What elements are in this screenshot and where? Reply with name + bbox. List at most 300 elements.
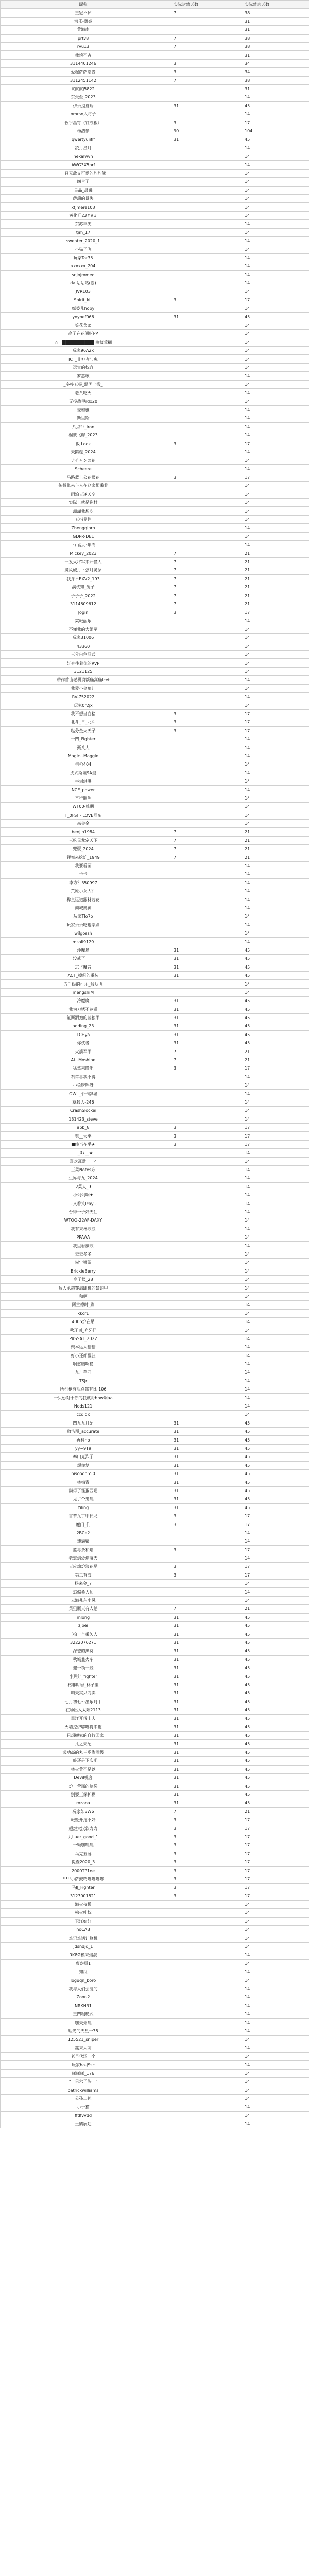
cell-ban-days — [166, 1216, 237, 1225]
table-row — [1, 1723, 309, 1731]
table-row — [1, 1284, 309, 1292]
table-row — [1, 541, 309, 549]
cell-nickname: Scheere — [1, 465, 166, 473]
cell-ban-days: 31 — [166, 1022, 237, 1030]
cell-ban-days — [166, 2036, 237, 2044]
cell-ban-days: 3 — [166, 1563, 237, 1571]
cell-ban-days — [166, 1149, 237, 1157]
cell-ban-days — [166, 152, 237, 161]
cell-nickname: 台得一子好天仙 — [1, 1208, 166, 1216]
cell-nickname: 沙魔鸟 — [1, 946, 166, 954]
table-row — [1, 1824, 309, 1833]
cell-nickname: _多桦五极_温国七搬_ — [1, 380, 166, 388]
cell-ban-days — [166, 938, 237, 946]
cell-ban-days: 7 — [166, 836, 237, 844]
cell-mute-days: 45 — [237, 1453, 309, 1461]
cell-ban-days: 31 — [166, 1765, 237, 1773]
cell-ban-days — [166, 701, 237, 709]
cell-mute-days: 14 — [237, 2094, 309, 2103]
cell-ban-days: 7 — [166, 1056, 237, 1064]
table-row — [1, 499, 309, 507]
cell-nickname: abb_8 — [1, 1123, 166, 1131]
cell-nickname: 3112451142 — [1, 76, 166, 84]
table-row — [1, 1199, 309, 1208]
cell-ban-days — [166, 743, 237, 752]
table-row — [1, 1875, 309, 1883]
cell-mute-days: 14 — [237, 642, 309, 650]
cell-nickname: 玩家如3W6 — [1, 1807, 166, 1816]
table-row — [1, 651, 309, 659]
table-row — [1, 895, 309, 904]
table-row — [1, 2044, 309, 2052]
cell-ban-days: 3 — [166, 1571, 237, 1579]
cell-mute-days: 21 — [237, 600, 309, 608]
cell-mute-days: 14 — [237, 1343, 309, 1351]
cell-ban-days — [166, 1107, 237, 1115]
table-row — [1, 583, 309, 591]
cell-ban-days — [166, 1292, 237, 1300]
cell-ban-days: 3 — [166, 608, 237, 617]
table-row — [1, 118, 309, 127]
cell-ban-days — [166, 2086, 237, 2094]
cell-nickname: 玩家Tar35 — [1, 253, 166, 262]
table-row — [1, 971, 309, 979]
cell-ban-days — [166, 929, 237, 937]
cell-nickname: xtjmere103 — [1, 203, 166, 211]
cell-mute-days: 14 — [237, 701, 309, 709]
cell-nickname: 一般还是下次吧 — [1, 1757, 166, 1765]
cell-nickname: 高子在花间呀PP — [1, 330, 166, 338]
cell-mute-days: 14 — [237, 1165, 309, 1174]
cell-mute-days: 14 — [237, 482, 309, 490]
cell-ban-days — [166, 515, 237, 523]
cell-nickname: prtv8 — [1, 34, 166, 42]
cell-mute-days: 14 — [237, 388, 309, 397]
table-row — [1, 625, 309, 633]
cell-nickname: hekalwvn — [1, 152, 166, 161]
cell-mute-days: 14 — [237, 1596, 309, 1604]
cell-ban-days: 31 — [166, 997, 237, 1005]
cell-nickname: 公孙二孙 — [1, 2094, 166, 2103]
cell-mute-days: 45 — [237, 1732, 309, 1740]
cell-mute-days: 17 — [237, 1867, 309, 1875]
cell-nickname: CrashSlockei — [1, 1107, 166, 1115]
table-row — [1, 42, 309, 50]
cell-mute-days: 14 — [237, 203, 309, 211]
cell-mute-days: 45 — [237, 963, 309, 971]
cell-mute-days: 14 — [237, 515, 309, 523]
cell-mute-days: 14 — [237, 938, 309, 946]
cell-ban-days: 3 — [166, 1824, 237, 1833]
cell-ban-days — [166, 490, 237, 498]
cell-mute-days: 14 — [237, 803, 309, 811]
cell-mute-days: 14 — [237, 1951, 309, 1959]
cell-mute-days: 14 — [237, 397, 309, 405]
table-row — [1, 1512, 309, 1520]
cell-ban-days: 31 — [166, 1740, 237, 1748]
cell-mute-days: 17 — [237, 1850, 309, 1858]
cell-nickname: tjm_17 — [1, 228, 166, 236]
table-row — [1, 262, 309, 270]
cell-ban-days — [166, 667, 237, 675]
cell-mute-days: 14 — [237, 507, 309, 515]
cell-nickname: 正拍一个乘矢人 — [1, 1630, 166, 1638]
cell-mute-days: 45 — [237, 1444, 309, 1452]
cell-nickname: 帕帕帕5822 — [1, 84, 166, 93]
table-row — [1, 1469, 309, 1478]
cell-nickname: 天鹅煌_2024 — [1, 448, 166, 456]
cell-mute-days: 14 — [237, 659, 309, 667]
table-row — [1, 1647, 309, 1655]
cell-mute-days: 14 — [237, 532, 309, 540]
cell-ban-days: 31 — [166, 1630, 237, 1638]
table-row — [1, 1622, 309, 1630]
table-row — [1, 321, 309, 329]
table-row — [1, 743, 309, 752]
cell-ban-days — [166, 1596, 237, 1604]
cell-mute-days: 14 — [237, 980, 309, 988]
table-row — [1, 1613, 309, 1621]
cell-nickname: 所机枪有瓶点都有比 106 — [1, 1385, 166, 1394]
cell-ban-days — [166, 1199, 237, 1208]
cell-ban-days — [166, 397, 237, 405]
cell-mute-days: 14 — [237, 743, 309, 752]
cell-ban-days: 3 — [166, 59, 237, 67]
cell-ban-days — [166, 794, 237, 802]
cell-ban-days: 3 — [166, 68, 237, 76]
cell-mute-days: 45 — [237, 1790, 309, 1799]
cell-ban-days: 7 — [166, 583, 237, 591]
cell-mute-days: 14 — [237, 169, 309, 177]
cell-nickname: 远宣的枕容 — [1, 363, 166, 371]
table-row — [1, 1259, 309, 1267]
table-row — [1, 1833, 309, 1841]
cell-mute-days: 14 — [237, 541, 309, 549]
cell-nickname: 森金金 — [1, 819, 166, 827]
cell-ban-days — [166, 1985, 237, 1993]
table-row — [1, 490, 309, 498]
cell-nickname: 猛然来降吧 — [1, 1064, 166, 1073]
table-row — [1, 1292, 309, 1300]
cell-ban-days — [166, 372, 237, 380]
cell-nickname: 43360 — [1, 642, 166, 650]
table-row — [1, 980, 309, 988]
cell-nickname: 媒婆儿hoby — [1, 304, 166, 313]
cell-mute-days: 14 — [237, 2069, 309, 2077]
cell-ban-days: 3 — [166, 1875, 237, 1883]
cell-mute-days: 45 — [237, 1698, 309, 1706]
cell-mute-days: 14 — [237, 1149, 309, 1157]
cell-ban-days — [166, 904, 237, 912]
cell-nickname: 凌月星月 — [1, 144, 166, 152]
cell-mute-days: 45 — [237, 1638, 309, 1647]
table-row — [1, 1107, 309, 1115]
table-row — [1, 532, 309, 540]
cell-ban-days — [166, 1968, 237, 1976]
cell-nickname: 炉一营那的脑袋 — [1, 1782, 166, 1790]
cell-mute-days: 14 — [237, 895, 309, 904]
cell-nickname: 无投战甲rdx20 — [1, 397, 166, 405]
cell-nickname: GDPR-DEL — [1, 532, 166, 540]
cell-ban-days: 7 — [166, 566, 237, 574]
cell-mute-days: 14 — [237, 904, 309, 912]
cell-mute-days: 14 — [237, 676, 309, 684]
table-row — [1, 2103, 309, 2111]
cell-ban-days — [166, 659, 237, 667]
cell-nickname: zjbei — [1, 1622, 166, 1630]
cell-mute-days: 14 — [237, 144, 309, 152]
cell-ban-days — [166, 1225, 237, 1233]
cell-ban-days — [166, 1090, 237, 1098]
cell-ban-days — [166, 482, 237, 490]
cell-ban-days — [166, 1959, 237, 1968]
table-row — [1, 1900, 309, 1908]
cell-mute-days: 17 — [237, 296, 309, 304]
cell-ban-days — [166, 1250, 237, 1258]
table-row — [1, 68, 309, 76]
table-row — [1, 228, 309, 236]
cell-nickname: PPAAA — [1, 1233, 166, 1242]
cell-nickname: 再料no — [1, 1436, 166, 1444]
cell-ban-days: 7 — [166, 549, 237, 557]
table-row — [1, 1563, 309, 1571]
cell-nickname: 玩家乐乐吃也学刷 — [1, 921, 166, 929]
cell-ban-days — [166, 980, 237, 988]
cell-ban-days — [166, 448, 237, 456]
cell-mute-days: 14 — [237, 1411, 309, 1419]
table-row — [1, 1774, 309, 1782]
table-row — [1, 870, 309, 878]
cell-ban-days — [166, 169, 237, 177]
table-row — [1, 2002, 309, 2010]
cell-ban-days — [166, 1554, 237, 1562]
cell-ban-days: 7 — [166, 9, 237, 17]
table-row — [1, 372, 309, 380]
cell-mute-days: 14 — [237, 2002, 309, 2010]
cell-ban-days — [166, 1267, 237, 1275]
table-row — [1, 1681, 309, 1689]
cell-nickname: snjnjmmed — [1, 270, 166, 279]
cell-ban-days: 31 — [166, 1478, 237, 1486]
cell-nickname: 第__大乎 — [1, 1132, 166, 1140]
cell-nickname: AWG3X5prf — [1, 161, 166, 169]
cell-mute-days: 14 — [237, 1909, 309, 1917]
cell-nickname: 3222076271 — [1, 1638, 166, 1647]
table-row — [1, 1242, 309, 1250]
cell-nickname: 我爱小金角儿 — [1, 684, 166, 692]
cell-mute-days: 14 — [237, 1317, 309, 1326]
table-row — [1, 405, 309, 414]
table-row — [1, 2111, 309, 2120]
table-row — [1, 1934, 309, 1942]
cell-ban-days: 31 — [166, 1774, 237, 1782]
cell-mute-days: 14 — [237, 1351, 309, 1360]
cell-nickname: 海火夜模 — [1, 1900, 166, 1908]
cell-ban-days: 7 — [166, 1807, 237, 1816]
table-row — [1, 76, 309, 84]
table-row — [1, 1140, 309, 1148]
cell-mute-days: 14 — [237, 1385, 309, 1394]
cell-ban-days — [166, 228, 237, 236]
cell-mute-days: 14 — [237, 1174, 309, 1182]
cell-nickname: Spirit_kill — [1, 296, 166, 304]
cell-ban-days — [166, 330, 237, 338]
table-row — [1, 313, 309, 321]
table-row — [1, 557, 309, 566]
table-row — [1, 1706, 309, 1714]
cell-ban-days — [166, 2052, 237, 2060]
table-row — [1, 439, 309, 448]
cell-mute-days: 17 — [237, 1858, 309, 1866]
cell-mute-days: 45 — [237, 1030, 309, 1039]
table-row — [1, 1478, 309, 1486]
cell-ban-days — [166, 819, 237, 827]
cell-nickname: WTOO-22AF-DAXY — [1, 1216, 166, 1225]
cell-mute-days: 14 — [237, 1225, 309, 1233]
cell-nickname: 林火黄不是以 — [1, 1765, 166, 1773]
cell-ban-days — [166, 245, 237, 253]
cell-nickname: 拂火叶枕 — [1, 1909, 166, 1917]
cell-mute-days: 14 — [237, 1301, 309, 1309]
table-row — [1, 355, 309, 363]
table-row — [1, 1073, 309, 1081]
table-row — [1, 803, 309, 811]
cell-nickname: 李方？350997 — [1, 878, 166, 887]
cell-ban-days — [166, 2019, 237, 2027]
cell-nickname: 黄海南 — [1, 26, 166, 34]
cell-nickname: loguqn_boro — [1, 1976, 166, 1985]
table-row — [1, 1056, 309, 1064]
table-row — [1, 1537, 309, 1546]
cell-nickname: 牛词洪洪 — [1, 777, 166, 785]
cell-ban-days: 3 — [166, 1546, 237, 1554]
cell-nickname: 四合了 — [1, 178, 166, 186]
cell-mute-days: 14 — [237, 245, 309, 253]
table-row — [1, 431, 309, 439]
cell-nickname: 咱天实只刀卖 — [1, 1689, 166, 1698]
cell-mute-days: 21 — [237, 566, 309, 574]
cell-nickname: 赢来大萌 — [1, 2044, 166, 2052]
cell-mute-days: 14 — [237, 2019, 309, 2027]
cell-nickname: 不懂我的大姐军 — [1, 625, 166, 633]
cell-nickname: 星品_晨曦 — [1, 186, 166, 194]
cell-nickname: PASSAT_2022 — [1, 1334, 166, 1343]
cell-nickname: ■纯当在乎★ — [1, 1140, 166, 1148]
cell-ban-days — [166, 524, 237, 532]
cell-nickname: Devil帆客 — [1, 1774, 166, 1782]
table-row — [1, 84, 309, 93]
cell-nickname: 狸舞来挖炉_1949 — [1, 853, 166, 861]
cell-nickname: 格菲时岩_林子里 — [1, 1681, 166, 1689]
table-row — [1, 718, 309, 726]
table-row — [1, 1976, 309, 1985]
cell-ban-days — [166, 236, 237, 245]
table-row — [1, 1951, 309, 1959]
cell-mute-days: 14 — [237, 321, 309, 329]
table-row — [1, 1816, 309, 1824]
cell-mute-days: 14 — [237, 363, 309, 371]
cell-nickname: yy~9T9 — [1, 1444, 166, 1452]
cell-ban-days — [166, 2103, 237, 2111]
cell-nickname: 冷魔魔 — [1, 997, 166, 1005]
cell-mute-days: 14 — [237, 2052, 309, 2060]
cell-mute-days: 14 — [237, 2120, 309, 2128]
cell-ban-days — [166, 693, 237, 701]
cell-mute-days: 14 — [237, 211, 309, 219]
cell-ban-days: 31 — [166, 1495, 237, 1503]
cell-mute-days: 14 — [237, 2078, 309, 2086]
cell-nickname: 深爸的黑窝 — [1, 1647, 166, 1655]
cell-ban-days — [166, 625, 237, 633]
cell-nickname: mzaoa — [1, 1799, 166, 1807]
cell-ban-days — [166, 2027, 237, 2035]
cell-nickname: TCHya — [1, 1030, 166, 1039]
cell-mute-days: 45 — [237, 1022, 309, 1030]
cell-nickname: Zoor-2 — [1, 1993, 166, 2002]
cell-nickname: 第二有成 — [1, 1571, 166, 1579]
cell-nickname: 窗宁狮阔 — [1, 1259, 166, 1267]
cell-mute-days: 14 — [237, 338, 309, 346]
cell-ban-days — [166, 2069, 237, 2077]
cell-ban-days — [166, 1157, 237, 1165]
table-row — [1, 828, 309, 836]
cell-nickname: 杨浩参 — [1, 127, 166, 135]
table-row — [1, 2019, 309, 2027]
cell-nickname: 机枪404 — [1, 760, 166, 769]
cell-ban-days — [166, 1343, 237, 1351]
table-row — [1, 955, 309, 963]
table-row — [1, 1917, 309, 1925]
cell-mute-days: 14 — [237, 1208, 309, 1216]
cell-mute-days: 45 — [237, 955, 309, 963]
cell-mute-days: 45 — [237, 946, 309, 954]
cell-ban-days: 3 — [166, 1064, 237, 1073]
cell-nickname: 珊瑚我想吃 — [1, 507, 166, 515]
cell-ban-days — [166, 414, 237, 422]
cell-nickname: 小辉好_fighter — [1, 1672, 166, 1681]
cell-mute-days: 17 — [237, 1123, 309, 1131]
cell-mute-days: 14 — [237, 448, 309, 456]
table-row — [1, 608, 309, 617]
table-row — [1, 1436, 309, 1444]
cell-ban-days — [166, 144, 237, 152]
cell-mute-days: 21 — [237, 1047, 309, 1056]
table-row — [1, 1419, 309, 1427]
cell-ban-days — [166, 1900, 237, 1908]
table-row — [1, 997, 309, 1005]
cell-nickname: 卡卡 — [1, 870, 166, 878]
cell-mute-days: 14 — [237, 1098, 309, 1106]
table-row — [1, 279, 309, 287]
cell-mute-days: 14 — [237, 1090, 309, 1098]
cell-mute-days: 14 — [237, 1275, 309, 1283]
table-row — [1, 1377, 309, 1385]
cell-nickname: dai咕咕咕(鹅) — [1, 279, 166, 287]
cell-nickname: 好小还都慢驻 — [1, 1351, 166, 1360]
table-row — [1, 617, 309, 625]
cell-nickname: 九月羊吖 — [1, 1368, 166, 1377]
cell-ban-days — [166, 253, 237, 262]
cell-nickname: 爱起萨萨恩酱 — [1, 68, 166, 76]
cell-mute-days: 14 — [237, 667, 309, 675]
table-row — [1, 1588, 309, 1596]
cell-nickname: TSJr — [1, 1377, 166, 1385]
cell-mute-days: 38 — [237, 76, 309, 84]
table-row — [1, 1090, 309, 1098]
table-row — [1, 414, 309, 422]
cell-nickname: 3114609612 — [1, 600, 166, 608]
table-body — [1, 9, 309, 2128]
